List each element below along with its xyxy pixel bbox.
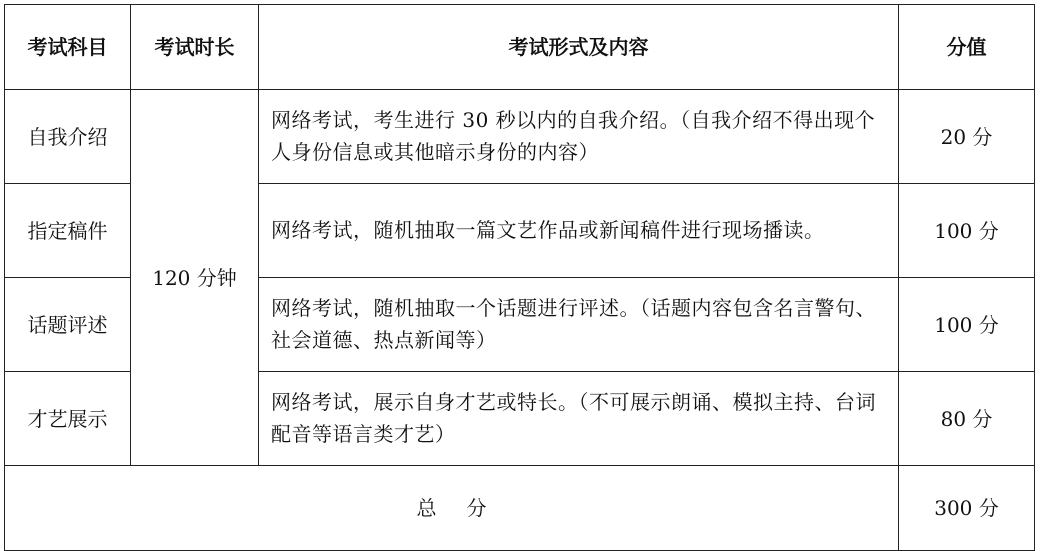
content-cell: 网络考试，展示自身才艺或特长。（不可展示朗诵、模拟主持、台词配音等语言类才艺） (259, 372, 899, 466)
total-label-right: 分 (466, 496, 487, 520)
subject-cell: 指定稿件 (5, 184, 131, 278)
score-cell: 20 分 (899, 90, 1035, 184)
header-subject: 考试科目 (5, 5, 131, 90)
content-cell: 网络考试，随机抽取一篇文艺作品或新闻稿件进行现场播读。 (259, 184, 899, 278)
table-row (5, 90, 1035, 184)
content-cell: 网络考试，随机抽取一个话题进行评述。（话题内容包含名言警句、社会道德、热点新闻等） (259, 278, 899, 372)
duration-cell: 120 分钟 (131, 90, 259, 466)
score-cell: 80 分 (899, 372, 1035, 466)
subject-cell: 自我介绍 (5, 90, 131, 184)
total-label-left: 总 (416, 496, 437, 520)
header-duration: 考试时长 (131, 5, 259, 90)
table-header-row (5, 5, 1035, 90)
exam-table (4, 4, 1035, 551)
score-cell: 100 分 (899, 184, 1035, 278)
header-content: 考试形式及内容 (259, 5, 899, 90)
content-cell: 网络考试，考生进行 30 秒以内的自我介绍。（自我介绍不得出现个人身份信息或其他暗示身份的内容） (259, 90, 899, 184)
total-label-cell (5, 466, 899, 551)
subject-cell: 才艺展示 (5, 372, 131, 466)
total-score-cell: 300 分 (899, 466, 1035, 551)
subject-cell: 话题评述 (5, 278, 131, 372)
score-cell: 100 分 (899, 278, 1035, 372)
header-score: 分值 (899, 5, 1035, 90)
total-row (5, 466, 1035, 551)
